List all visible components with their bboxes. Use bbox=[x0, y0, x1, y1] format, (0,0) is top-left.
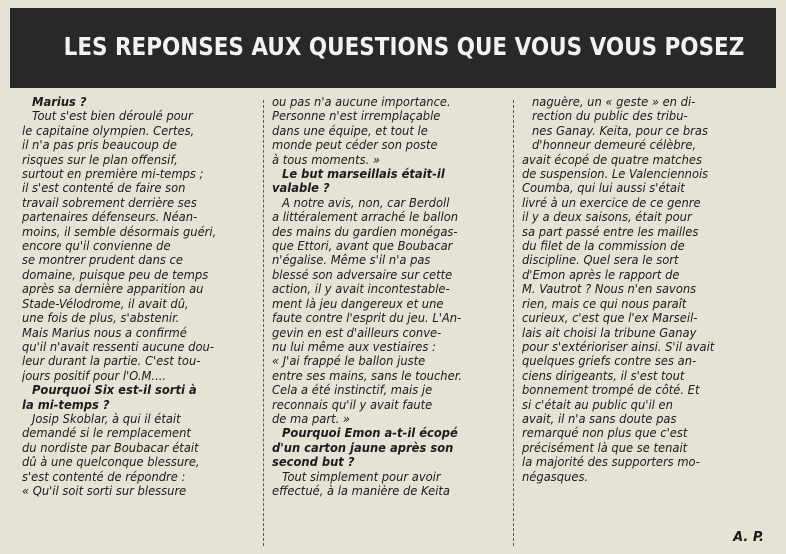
body-line: d'honneur demeuré célèbre, bbox=[532, 138, 697, 154]
body-line: des mains du gardien monégas- bbox=[272, 224, 458, 240]
article-column-3 bbox=[522, 96, 768, 548]
body-line: du nordiste par Boubacar était bbox=[22, 440, 199, 456]
body-line: d'Emon après le rapport de bbox=[522, 267, 680, 283]
column-divider bbox=[263, 100, 265, 546]
body-line: action, il y avait incontestable- bbox=[272, 282, 450, 298]
body-line: discipline. Quel sera le sort bbox=[522, 253, 679, 269]
body-line: du filet de la commission de bbox=[522, 239, 685, 255]
article-column-2 bbox=[272, 96, 512, 548]
body-line: n'égalise. Même s'il n'a pas bbox=[272, 253, 431, 269]
body-line: nes Ganay. Keita, pour ce bras bbox=[532, 123, 708, 139]
body-line: nu lui même aux vestiaires : bbox=[272, 339, 436, 355]
author-signature: A. P. bbox=[733, 530, 764, 545]
body-line: de suspension. Le Valenciennois bbox=[522, 167, 709, 183]
subheading-line: Marius ? bbox=[32, 96, 87, 110]
body-line: la majorité des supporters mo- bbox=[522, 455, 700, 471]
body-line: travail sobrement derrière ses bbox=[22, 195, 197, 211]
body-line: Mais Marius nous a confirmé bbox=[22, 325, 187, 341]
body-line: négasques. bbox=[522, 469, 589, 485]
headline-title: LES REPONSES AUX QUESTIONS QUE VOUS VOUS POSEZ bbox=[63, 32, 745, 61]
body-line: ment là jeu dangereux et une bbox=[272, 296, 444, 312]
body-line: il n'a pas pris beaucoup de bbox=[22, 138, 177, 154]
subheading-line: Pourquoi Emon a-t-il écopé bbox=[282, 426, 458, 442]
body-line: moins, il semble désormais guéri, bbox=[22, 224, 217, 240]
body-line: ou pas n'a aucune importance. bbox=[272, 96, 451, 110]
body-line: il s'est contenté de faire son bbox=[22, 181, 186, 197]
body-line: partenaires défenseurs. Néan- bbox=[22, 210, 198, 226]
body-line: Coumba, qui lui aussi s'était bbox=[522, 181, 685, 197]
body-line: effectué, à la manière de Keita bbox=[272, 483, 450, 499]
body-line: si c'était au public qu'il en bbox=[522, 397, 673, 413]
body-line: Josip Skoblar, à qui il était bbox=[32, 411, 181, 427]
body-line: Cela a été instinctif, mais je bbox=[272, 383, 433, 399]
body-line: naguère, un « geste » en di- bbox=[532, 96, 696, 110]
body-line: quelques griefs contre ses an- bbox=[522, 354, 697, 370]
body-line: Stade-Vélodrome, il avait dû, bbox=[22, 296, 189, 312]
body-line: surtout en première mi-temps ; bbox=[22, 167, 204, 183]
body-line: entre ses mains, sans le toucher. bbox=[272, 368, 462, 384]
subheading-line: la mi-temps ? bbox=[22, 397, 110, 413]
body-line: Tout simplement pour avoir bbox=[282, 469, 441, 485]
body-line: domaine, puisque peu de temps bbox=[22, 267, 209, 283]
body-line: rien, mais ce qui nous paraît bbox=[522, 296, 687, 312]
headline-banner bbox=[10, 8, 776, 88]
body-line: monde peut céder son poste bbox=[272, 138, 438, 154]
body-line: reconnais qu'il y avait faute bbox=[272, 397, 433, 413]
subheading-line: valable ? bbox=[272, 181, 330, 197]
body-line: curieux, c'est que l'ex Marseil- bbox=[522, 311, 698, 327]
body-line: rection du public des tribu- bbox=[532, 109, 688, 125]
body-line: remarqué non plus que c'est bbox=[522, 426, 688, 442]
body-line: risques sur le plan offensif, bbox=[22, 152, 178, 168]
body-line: faute contre l'esprit du jeu. L'An- bbox=[272, 311, 462, 327]
body-line: M. Vautrot ? Nous n'en savons bbox=[522, 282, 697, 298]
body-line: précisément là que se tenait bbox=[522, 440, 688, 456]
body-line: s'est contenté de répondre : bbox=[22, 469, 186, 485]
body-line: après sa dernière apparition au bbox=[22, 282, 204, 298]
body-line: sa part passé entre les mailles bbox=[522, 224, 699, 240]
body-line: leur durant la partie. C'est tou- bbox=[22, 354, 201, 370]
body-line: jours positif pour l'O.M.... bbox=[22, 368, 167, 384]
body-line: livré à un exercice de ce genre bbox=[522, 195, 701, 211]
subheading-line: d'un carton jaune après son bbox=[272, 440, 454, 456]
body-line: Personne n'est irremplaçable bbox=[272, 109, 441, 125]
body-line: il y a deux saisons, était pour bbox=[522, 210, 692, 226]
body-line: « J'ai frappé le ballon juste bbox=[272, 354, 426, 370]
body-line: dans une équipe, et tout le bbox=[272, 123, 428, 139]
body-line: qu'il n'avait ressenti aucune dou- bbox=[22, 339, 214, 355]
body-line: bonnement trompé de côté. Et bbox=[522, 383, 700, 399]
body-line: Tout s'est bien déroulé pour bbox=[32, 109, 193, 125]
column-divider bbox=[513, 100, 515, 546]
body-line: ciens dirigeants, il s'est tout bbox=[522, 368, 685, 384]
body-line: avait écopé de quatre matches bbox=[522, 152, 702, 168]
body-line: encore qu'il convienne de bbox=[22, 239, 171, 255]
body-line: A notre avis, non, car Berdoll bbox=[282, 195, 450, 211]
body-line: de ma part. » bbox=[272, 411, 350, 427]
article-column-1 bbox=[22, 96, 262, 548]
body-line: dû à une quelconque blessure, bbox=[22, 455, 200, 471]
body-line: gevin en est d'ailleurs conve- bbox=[272, 325, 442, 341]
subheading-line: Pourquoi Six est-il sorti à bbox=[32, 383, 197, 399]
body-line: que Ettori, avant que Boubacar bbox=[272, 239, 453, 255]
body-line: pour s'extérioriser ainsi. S'il avait bbox=[522, 339, 715, 355]
body-line: le capitaine olympien. Certes, bbox=[22, 123, 195, 139]
body-line: lais ait choisi la tribune Ganay bbox=[522, 325, 697, 341]
body-line: une fois de plus, s'abstenir. bbox=[22, 311, 180, 327]
subheading-line: second but ? bbox=[272, 455, 355, 471]
body-line: demandé si le remplacement bbox=[22, 426, 191, 442]
body-line: a littéralement arraché le ballon bbox=[272, 210, 459, 226]
body-line: se montrer prudent dans ce bbox=[22, 253, 183, 269]
body-line: blessé son adversaire sur cette bbox=[272, 267, 453, 283]
body-line: avait, il n'a sans doute pas bbox=[522, 411, 677, 427]
subheading-line: Le but marseillais était-il bbox=[282, 167, 445, 183]
body-line: « Qu'il soit sorti sur blessure bbox=[22, 483, 187, 499]
body-line: à tous moments. » bbox=[272, 152, 380, 168]
